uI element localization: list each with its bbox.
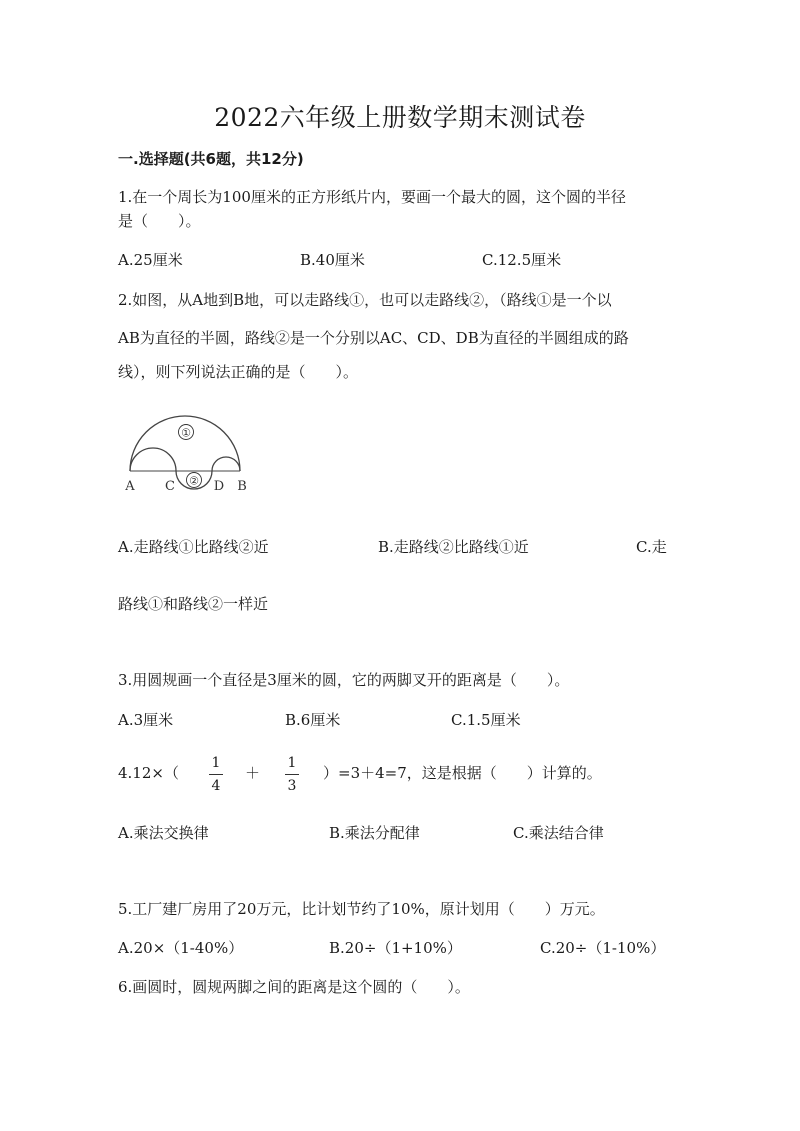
- question-1-line-1: 1.在一个周长为100厘米的正方形纸片内，要画一个最大的圆，这个圆的半径: [118, 188, 626, 206]
- question-5-option-b: B.20÷（1+10%）: [329, 939, 462, 957]
- fraction-2-denominator: 3: [287, 778, 297, 794]
- question-2-option-c-part-2: 路线①和路线②一样近: [118, 595, 269, 613]
- point-c-label: C: [165, 479, 175, 494]
- question-4-prefix: 4.12×（: [118, 764, 179, 782]
- section-heading: 一.选择题(共6题，共12分): [118, 150, 304, 168]
- point-b-label: B: [237, 479, 247, 494]
- route-1-label: ①: [181, 426, 191, 440]
- question-6-line-1: 6.画圆时，圆规两脚之间的距离是这个圆的（ ）。: [118, 978, 470, 996]
- question-3-option-b: B.6厘米: [285, 711, 341, 729]
- question-4-option-c: C.乘法结合律: [513, 824, 604, 842]
- question-1-option-b: B.40厘米: [300, 251, 365, 269]
- question-5-option-c: C.20÷（1-10%）: [540, 939, 666, 957]
- question-4-option-a: A.乘法交换律: [118, 824, 209, 842]
- question-4-suffix: ）=3＋4=7，这是根据（ ）计算的。: [323, 764, 602, 782]
- page-title: 2022六年级上册数学期末测试卷: [214, 103, 586, 132]
- route-2-arc-db: [212, 457, 240, 471]
- question-3-line-1: 3.用圆规画一个直径是3厘米的圆，它的两脚叉开的距离是（ ）。: [118, 671, 570, 689]
- fraction-1-numerator: 1: [211, 755, 221, 771]
- question-2-line-1: 2.如图，从A地到B地，可以走路线①，也可以走路线②，（路线①是一个以: [118, 291, 612, 309]
- plus-sign: ＋: [245, 764, 261, 782]
- fraction-one-third: [282, 752, 302, 797]
- fraction-2-numerator: 1: [287, 755, 297, 771]
- question-5-line-1: 5.工厂建厂房用了20万元，比计划节约了10%，原计划用（ ）万元。: [118, 900, 605, 918]
- question-2-line-2: AB为直径的半圆，路线②是一个分别以AC、CD、DB为直径的半圆组成的路: [118, 329, 629, 347]
- question-5-option-a: A.20×（1-40%）: [118, 939, 244, 957]
- question-1-option-c: C.12.5厘米: [482, 251, 562, 269]
- question-2-option-c-part-1: C.走: [636, 538, 667, 556]
- point-a-label: A: [125, 479, 135, 494]
- fraction-one-quarter: [206, 752, 226, 797]
- question-2-option-a: A.走路线①比路线②近: [118, 538, 269, 556]
- question-1-option-a: A.25厘米: [118, 251, 183, 269]
- fraction-1-denominator: 4: [211, 778, 221, 794]
- question-3-option-a: A.3厘米: [118, 711, 174, 729]
- route-diagram: [115, 408, 265, 498]
- question-1-line-2: 是（ ）。: [118, 212, 201, 230]
- question-3-option-c: C.1.5厘米: [451, 711, 521, 729]
- question-4-option-b: B.乘法分配律: [329, 824, 420, 842]
- question-2-line-3: 线），则下列说法正确的是（ ）。: [118, 363, 359, 381]
- route-2-arc-ac: [130, 448, 176, 471]
- question-2-option-b: B.走路线②比路线①近: [378, 538, 529, 556]
- point-d-label: D: [213, 479, 225, 494]
- route-2-label: ②: [189, 474, 199, 488]
